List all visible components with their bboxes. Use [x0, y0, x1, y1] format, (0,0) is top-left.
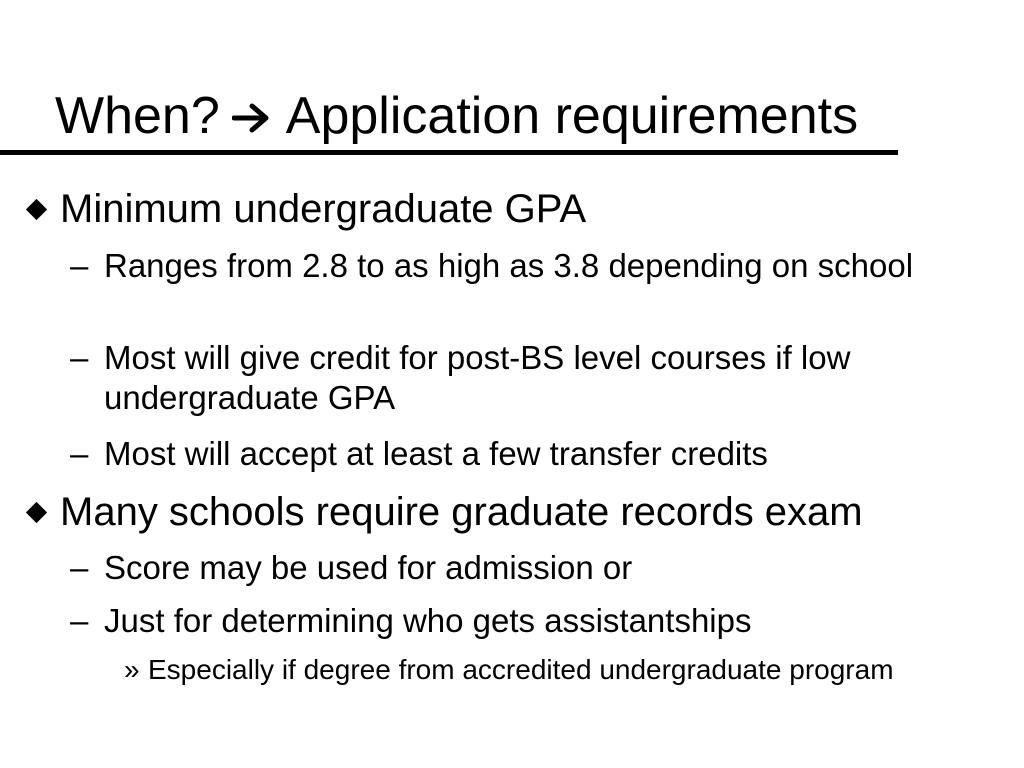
right-arrow-icon: [232, 82, 276, 150]
dash-marker: –: [70, 602, 89, 639]
subitem: [70, 548, 974, 588]
sub-subitem-text: Especially if degree from accredited undergraduate program: [148, 654, 894, 685]
title-underline: [0, 150, 898, 155]
title-right: Application requirements: [285, 87, 859, 145]
bullet-text: Many schools require graduate records exam: [60, 490, 863, 534]
dash-marker: –: [70, 339, 89, 376]
subitem: [70, 434, 974, 474]
chevron-marker: »: [124, 654, 140, 685]
subitem-text: Most will accept at least a few transfer credits: [104, 435, 768, 472]
dash-marker: –: [70, 247, 89, 284]
subitem: [70, 601, 974, 641]
subitem-text: Score may be used for admission or: [104, 549, 633, 586]
subitem-text: Most will give credit for post-BS level courses if low undergraduate GPA: [104, 339, 851, 416]
sub-subitem: [124, 652, 948, 687]
bullet-item: [60, 186, 960, 232]
subitem-text: Ranges from 2.8 to as high as 3.8 depending on school: [104, 247, 914, 284]
slide-title: [55, 82, 858, 150]
subitem: [70, 338, 974, 418]
subitem-text: Just for determining who gets assistantships: [104, 602, 752, 639]
diamond-bullet-icon: [26, 502, 47, 523]
diamond-bullet-icon: [26, 199, 47, 220]
subitem: [70, 246, 974, 286]
dash-marker: –: [70, 435, 89, 472]
bullet-item: [60, 489, 1000, 535]
title-left: When?: [55, 87, 220, 145]
bullet-text: Minimum undergraduate GPA: [60, 187, 587, 231]
dash-marker: –: [70, 549, 89, 586]
